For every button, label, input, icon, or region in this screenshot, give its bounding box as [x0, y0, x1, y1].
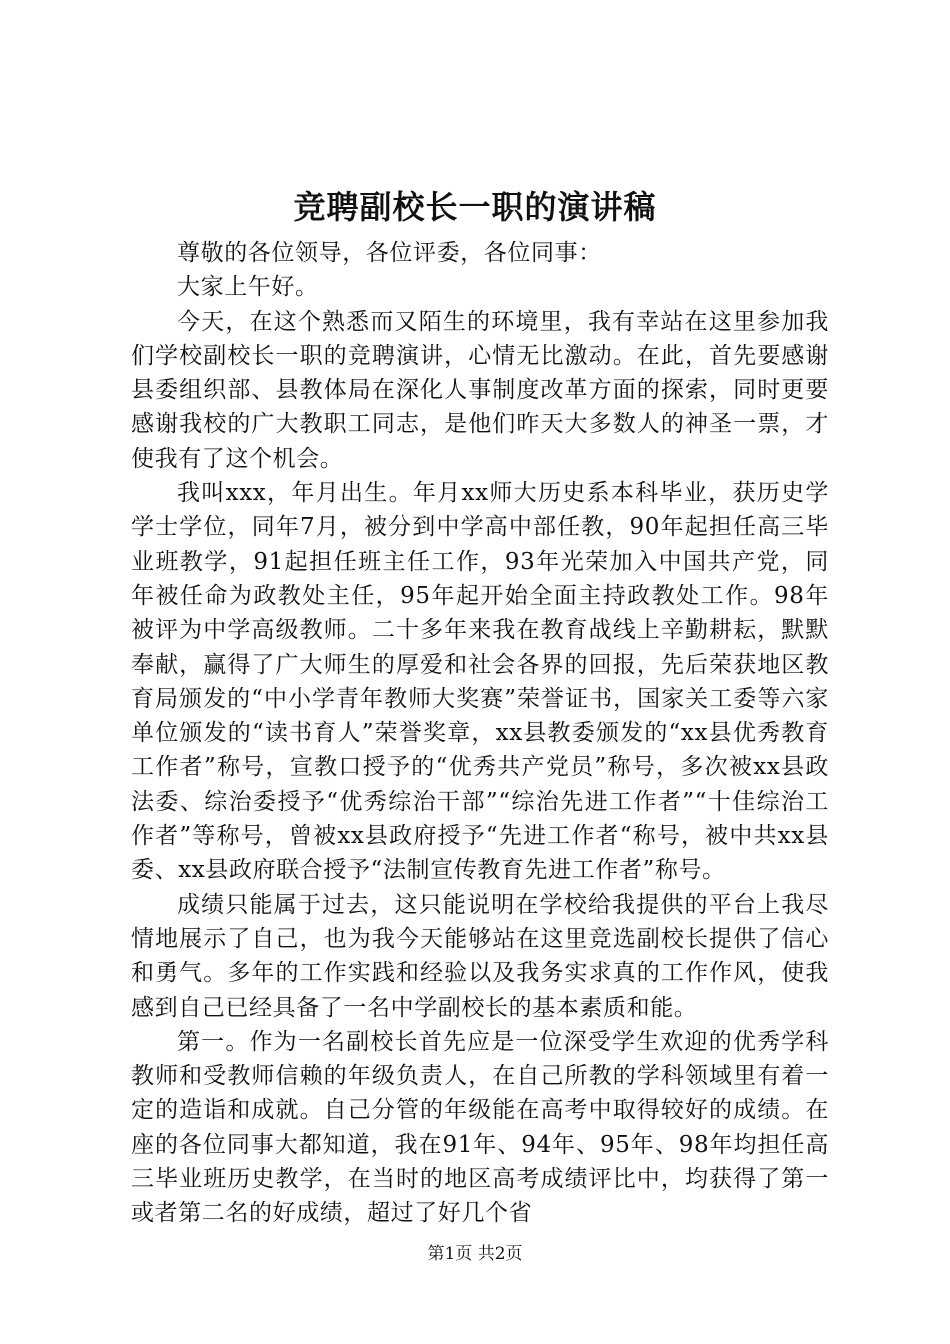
- document-title: 竞聘副校长一职的演讲稿: [293, 188, 657, 226]
- greeting-paragraph: 大家上午好。: [177, 274, 319, 301]
- body-paragraph: 今天，在这个熟悉而又陌生的环境里，我有幸站在这里参加我们学校副校长一职的竞聘演讲，心情无比激动。在此，首先要感谢县委组织部、县教体局在深化人事制度改革方面的探索，同时更要感谢我校的广大教职工同志，是他们昨天大多数人的神圣一票，才使我有了这个机会。: [131, 308, 829, 472]
- salutation-paragraph: 尊敬的各位领导，各位评委，各位同事：: [177, 240, 602, 266]
- body-paragraph: 第一。作为一名副校长首先应是一位深受学生欢迎的优秀学科教师和受教师信赖的年级负责人，在自己所教的学科领域里有着一定的造诣和成就。自己分管的年级能在高考中取得较好的成绩。在座的各位同事大都知道，我在91年、94年、95年、98年均担任高三毕业班历史教学，在当时的地区高考成绩评比中，均获得了第一或者第二名的好成绩，超过了好几个省: [131, 1028, 829, 1227]
- body-paragraph: 我叫xxx，年月出生。年月xx师大历史系本科毕业，获历史学学士学位，同年7月，被分到中学高中部任教，90年起担任高三毕业班教学，91起担任班主任工作，93年光荣加入中国共产党，同年被任命为政教处主任，95年起开始全面主持政教处工作。98年被评为中学高级教师。二十多年来我在教育战线上辛勤耕耘，默默奉献，赢得了广大师生的厚爱和社会各界的回报，先后荣获地区教育局颁发的“中小学青年教师大奖赛”荣誉证书，国家关工委等六家单位颁发的“读书育人”荣誉奖章，xx县教委颁发的“xx县优秀教育工作者”称号，宣教口授予的“优秀共产党员”称号，多次被xx县政法委、综治委授予“优秀综治干部”“综治先进工作者”“十佳综治工作者”等称号，曾被xx县政府授予“先进工作者“称号，被中共xx县委、xx县政府联合授予“法制宣传教育先进工作者”称号。: [131, 480, 829, 884]
- page-footer: 第1页 共2页: [427, 1244, 523, 1264]
- body-paragraph: 成绩只能属于过去，这只能说明在学校给我提供的平台上我尽情地展示了自己，也为我今天能够站在这里竞选副校长提供了信心和勇气。多年的工作实践和经验以及我务实求真的工作作风，使我感到自己已经具备了一名中学副校长的基本素质和能。: [131, 891, 829, 1021]
- document-body: [131, 236, 829, 1231]
